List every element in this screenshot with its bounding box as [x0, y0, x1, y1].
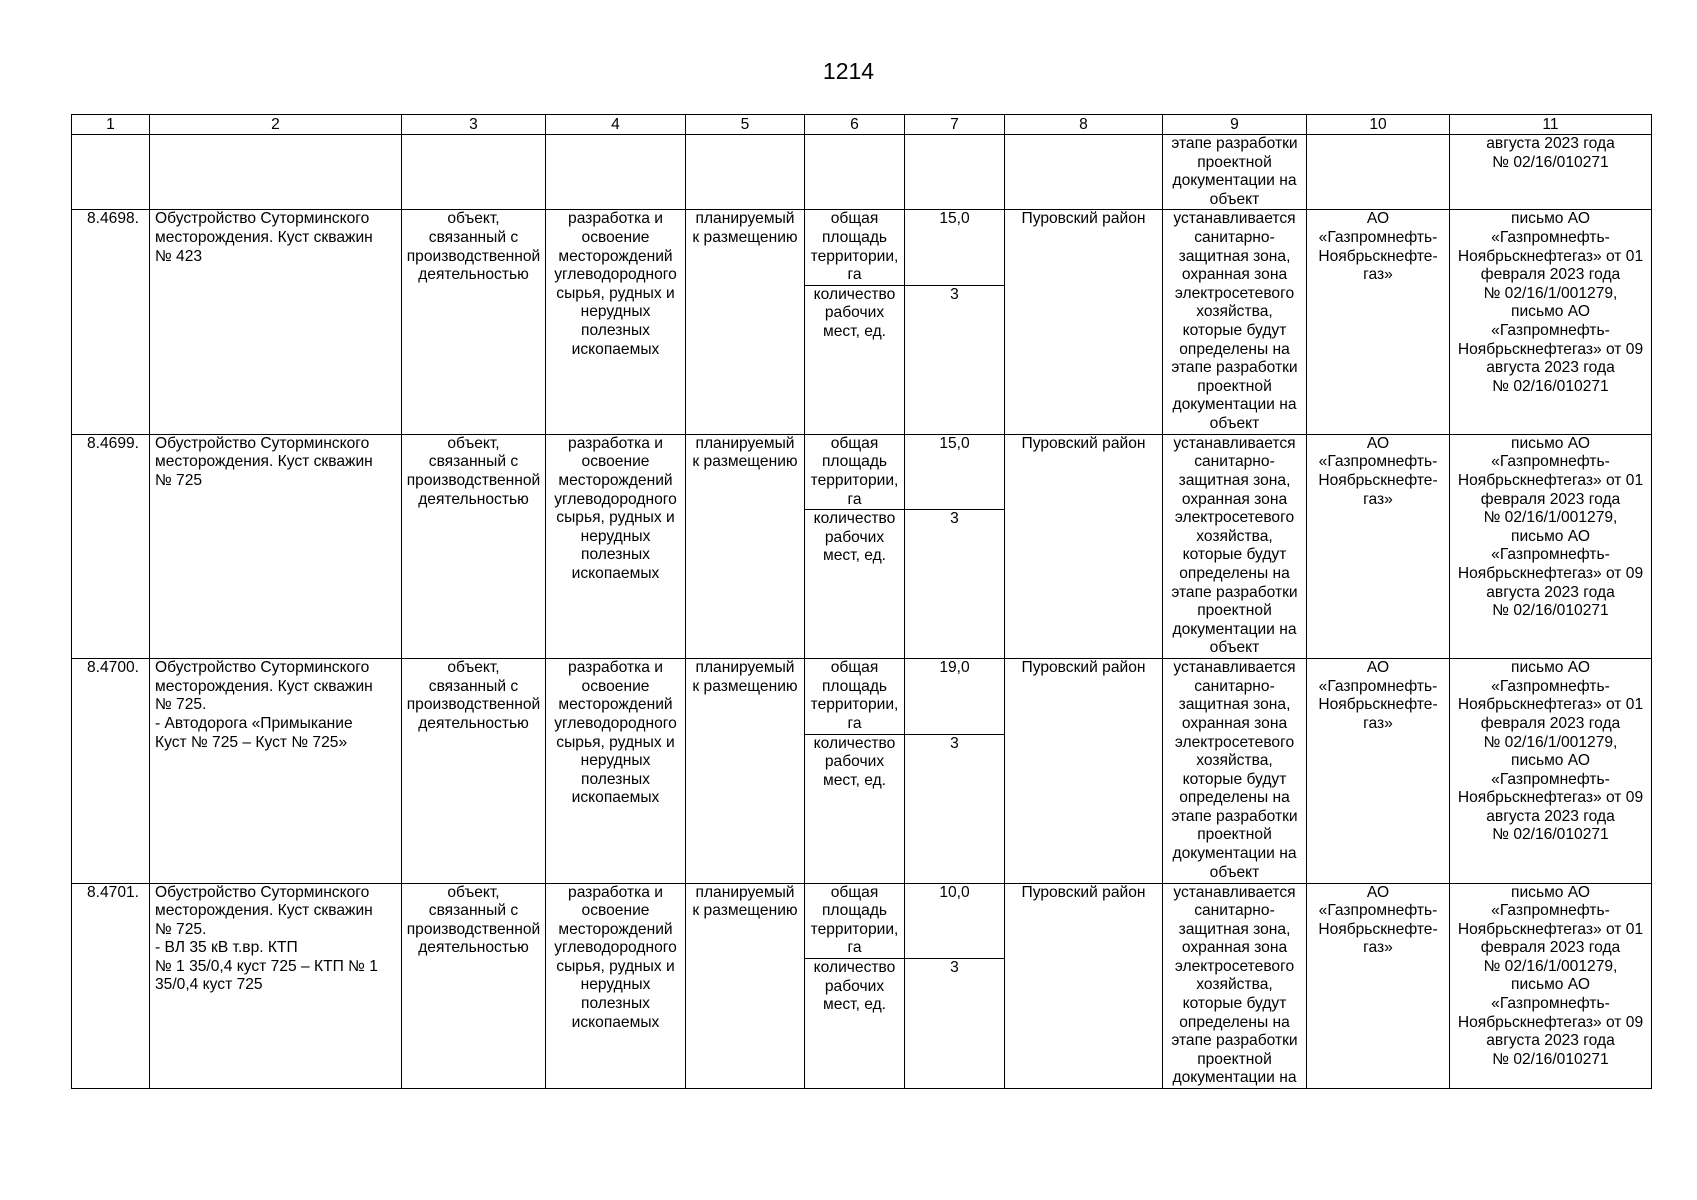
zones-cell [1163, 883, 1307, 1089]
param-workplaces-label: количество рабочих мест, ед. [813, 510, 896, 565]
object-type: объект, связанный с производственной деятельностью [406, 434, 541, 508]
param-workplaces-value-cell [905, 958, 1005, 1088]
zones-text: этапе разработки проектной документации на объект [1171, 135, 1298, 208]
object-name-cell [150, 210, 402, 434]
object-status: планируемый к размещению [692, 659, 798, 695]
row-number: 8.4699. [86, 434, 139, 452]
param-area-label: общая площадь территории, га [810, 883, 899, 957]
column-number: 1 [72, 115, 150, 135]
object-purpose: разработка и освоение месторождений углеводородного сырья, рудных и нерудных полезных ископаемых [554, 434, 677, 582]
object-status-cell [686, 210, 805, 434]
param-area-label-cell [805, 210, 905, 285]
object-status-cell [686, 883, 805, 1089]
object-name-cell [150, 659, 402, 883]
param-workplaces-label: количество рабочих мест, ед. [813, 734, 896, 789]
param-workplaces-label-cell [805, 285, 905, 434]
object-name: Обустройство Суторминского месторождения. Куст скважин № 725 [155, 434, 373, 489]
organization: АО «Газпромнефть- Ноябрьскнефте- газ» [1318, 659, 1438, 732]
object-type-cell [402, 210, 546, 434]
location: Пуровский район [1021, 659, 1146, 677]
object-purpose-cell [546, 210, 686, 434]
param-workplaces-value-cell [905, 734, 1005, 883]
organization: АО «Газпромнефть- Ноябрьскнефте- газ» [1318, 883, 1438, 957]
table-row [72, 659, 1652, 734]
basis-cell [1450, 135, 1652, 210]
basis-cell [1450, 659, 1652, 883]
column-number: 2 [150, 115, 402, 135]
object-purpose-cell [546, 883, 686, 1089]
location-cell [1005, 883, 1163, 1089]
column-number: 11 [1450, 115, 1652, 135]
object-purpose-cell [546, 659, 686, 883]
object-status: планируемый к размещению [692, 434, 798, 471]
location: Пуровский район [1021, 434, 1146, 452]
row-number: 8.4701. [86, 883, 139, 901]
basis-text: письмо АО «Газпромнефть- Ноябрьскнефтегаз» от 01 февраля 2023 года № 02/16/1/001279, письмо АО «Газпромнефть- Ноябрьскнефтегаз» от 09 августа 2023 года № 02/16/010271 [1457, 210, 1644, 395]
zones-cell [1163, 434, 1307, 658]
column-number: 6 [805, 115, 905, 135]
param-area-value: 10,0 [939, 883, 970, 901]
column-number-row [72, 115, 1652, 135]
param-workplaces-value: 3 [950, 510, 959, 528]
basis-cell [1450, 883, 1652, 1089]
param-workplaces-label-cell [805, 958, 905, 1088]
param-workplaces-value: 3 [950, 958, 959, 976]
empty-cell [1005, 135, 1163, 210]
param-workplaces-value: 3 [950, 285, 959, 303]
organization: АО «Газпромнефть- Ноябрьскнефте- газ» [1318, 434, 1438, 508]
object-purpose-cell [546, 434, 686, 658]
object-status-cell [686, 659, 805, 883]
location-cell [1005, 210, 1163, 434]
basis-text: письмо АО «Газпромнефть- Ноябрьскнефтегаз» от 01 февраля 2023 года № 02/16/1/001279, письмо АО «Газпромнефть- Ноябрьскнефтегаз» от 09 августа 2023 года № 02/16/010271 [1457, 434, 1644, 620]
empty-cell [805, 135, 905, 210]
zones-cell [1163, 135, 1307, 210]
row-number-cell [72, 659, 150, 883]
row-number: 8.4700. [86, 659, 139, 677]
object-name: Обустройство Суторминского месторождения. Куст скважин № 725. - Автодорога «Примыкание Куст № 725 – Куст № 725» [155, 659, 373, 751]
param-area-value-cell [905, 883, 1005, 958]
empty-cell [150, 135, 402, 210]
param-area-value-cell [905, 434, 1005, 509]
location: Пуровский район [1021, 883, 1146, 901]
organization-cell [1307, 883, 1450, 1089]
column-number: 5 [686, 115, 805, 135]
param-area-value: 15,0 [939, 434, 970, 452]
row-number: 8.4698. [86, 210, 139, 228]
column-number: 10 [1307, 115, 1450, 135]
table-row [72, 434, 1652, 509]
location-cell [1005, 434, 1163, 658]
object-status: планируемый к размещению [692, 883, 798, 920]
row-number-cell [72, 434, 150, 658]
param-area-label: общая площадь территории, га [810, 210, 899, 284]
basis-text: письмо АО «Газпромнефть- Ноябрьскнефтегаз» от 01 февраля 2023 года № 02/16/1/001279, письмо АО «Газпромнефть- Ноябрьскнефтегаз» от 09 августа 2023 года № 02/16/010271 [1457, 659, 1644, 844]
param-area-value-cell [905, 659, 1005, 734]
location: Пуровский район [1021, 210, 1146, 228]
object-type: объект, связанный с производственной деятельностью [406, 883, 541, 957]
empty-cell [1307, 135, 1450, 210]
page-number: 1214 [822, 58, 875, 84]
param-workplaces-label: количество рабочих мест, ед. [813, 958, 896, 1014]
object-type-cell [402, 434, 546, 658]
param-workplaces-value: 3 [950, 734, 959, 752]
empty-cell [546, 135, 686, 210]
zones-text: устанавливается санитарно- защитная зона, охранная зона электросетевого хозяйства, которые будут определены на этапе разработки проектной документации на объект [1171, 434, 1298, 657]
param-area-label: общая площадь территории, га [810, 434, 899, 508]
object-name: Обустройство Суторминского месторождения. Куст скважин № 725. - ВЛ 35 кВ т.вр. КТП № 1 35/0,4 куст 725 – КТП № 1 35/0,4 куст 725 [155, 883, 378, 994]
zones-text: устанавливается санитарно- защитная зона, охранная зона электросетевого хозяйства, которые будут определены на этапе разработки проектной документации на объект [1171, 659, 1298, 881]
table-row [72, 210, 1652, 285]
param-area-value: 19,0 [939, 659, 970, 677]
object-name: Обустройство Суторминского месторождения. Куст скважин № 423 [155, 210, 373, 265]
object-type: объект, связанный с производственной деятельностью [406, 659, 541, 732]
empty-cell [72, 135, 150, 210]
param-workplaces-label: количество рабочих мест, ед. [813, 285, 896, 340]
object-name-cell [150, 883, 402, 1089]
empty-cell [402, 135, 546, 210]
organization-cell [1307, 434, 1450, 658]
object-type: объект, связанный с производственной деятельностью [406, 210, 541, 284]
zones-cell [1163, 210, 1307, 434]
column-number: 3 [402, 115, 546, 135]
object-type-cell [402, 883, 546, 1089]
location-cell [1005, 659, 1163, 883]
param-workplaces-value-cell [905, 285, 1005, 434]
row-number-cell [72, 883, 150, 1089]
param-area-label-cell [805, 434, 905, 509]
organization: АО «Газпромнефть- Ноябрьскнефте- газ» [1318, 210, 1438, 284]
param-workplaces-value-cell [905, 510, 1005, 659]
param-workplaces-label-cell [805, 734, 905, 883]
basis-cell [1450, 434, 1652, 658]
param-area-value: 15,0 [939, 210, 970, 228]
object-status-cell [686, 434, 805, 658]
object-type-cell [402, 659, 546, 883]
basis-text: августа 2023 года № 02/16/010271 [1486, 135, 1615, 171]
param-workplaces-label-cell [805, 510, 905, 659]
column-number: 8 [1005, 115, 1163, 135]
object-purpose: разработка и освоение месторождений углеводородного сырья, рудных и нерудных полезных ископаемых [554, 210, 677, 358]
empty-cell [686, 135, 805, 210]
basis-text: письмо АО «Газпромнефть- Ноябрьскнефтегаз» от 01 февраля 2023 года № 02/16/1/001279, письмо АО «Газпромнефть- Ноябрьскнефтегаз» от 09 августа 2023 года № 02/16/010271 [1457, 883, 1644, 1068]
object-name-cell [150, 434, 402, 658]
param-area-value-cell [905, 210, 1005, 285]
object-purpose: разработка и освоение месторождений углеводородного сырья, рудных и нерудных полезных ископаемых [554, 659, 677, 807]
objects-table [71, 114, 1652, 1089]
object-purpose: разработка и освоение месторождений углеводородного сырья, рудных и нерудных полезных ископаемых [554, 883, 677, 1031]
object-status: планируемый к размещению [692, 210, 798, 246]
column-number: 4 [546, 115, 686, 135]
param-area-label-cell [805, 659, 905, 734]
zones-text: устанавливается санитарно- защитная зона, охранная зона электросетевого хозяйства, которые будут определены на этапе разработки проектной документации на [1171, 883, 1298, 1087]
zones-cell [1163, 659, 1307, 883]
column-number: 9 [1163, 115, 1307, 135]
continuation-row [72, 135, 1652, 210]
param-area-label: общая площадь территории, га [810, 659, 899, 732]
row-number-cell [72, 210, 150, 434]
organization-cell [1307, 659, 1450, 883]
empty-cell [905, 135, 1005, 210]
basis-cell [1450, 210, 1652, 434]
column-number: 7 [905, 115, 1005, 135]
param-area-label-cell [805, 883, 905, 958]
zones-text: устанавливается санитарно- защитная зона, охранная зона электросетевого хозяйства, которые будут определены на этапе разработки проектной документации на объект [1171, 210, 1298, 432]
organization-cell [1307, 210, 1450, 434]
table-row [72, 883, 1652, 958]
